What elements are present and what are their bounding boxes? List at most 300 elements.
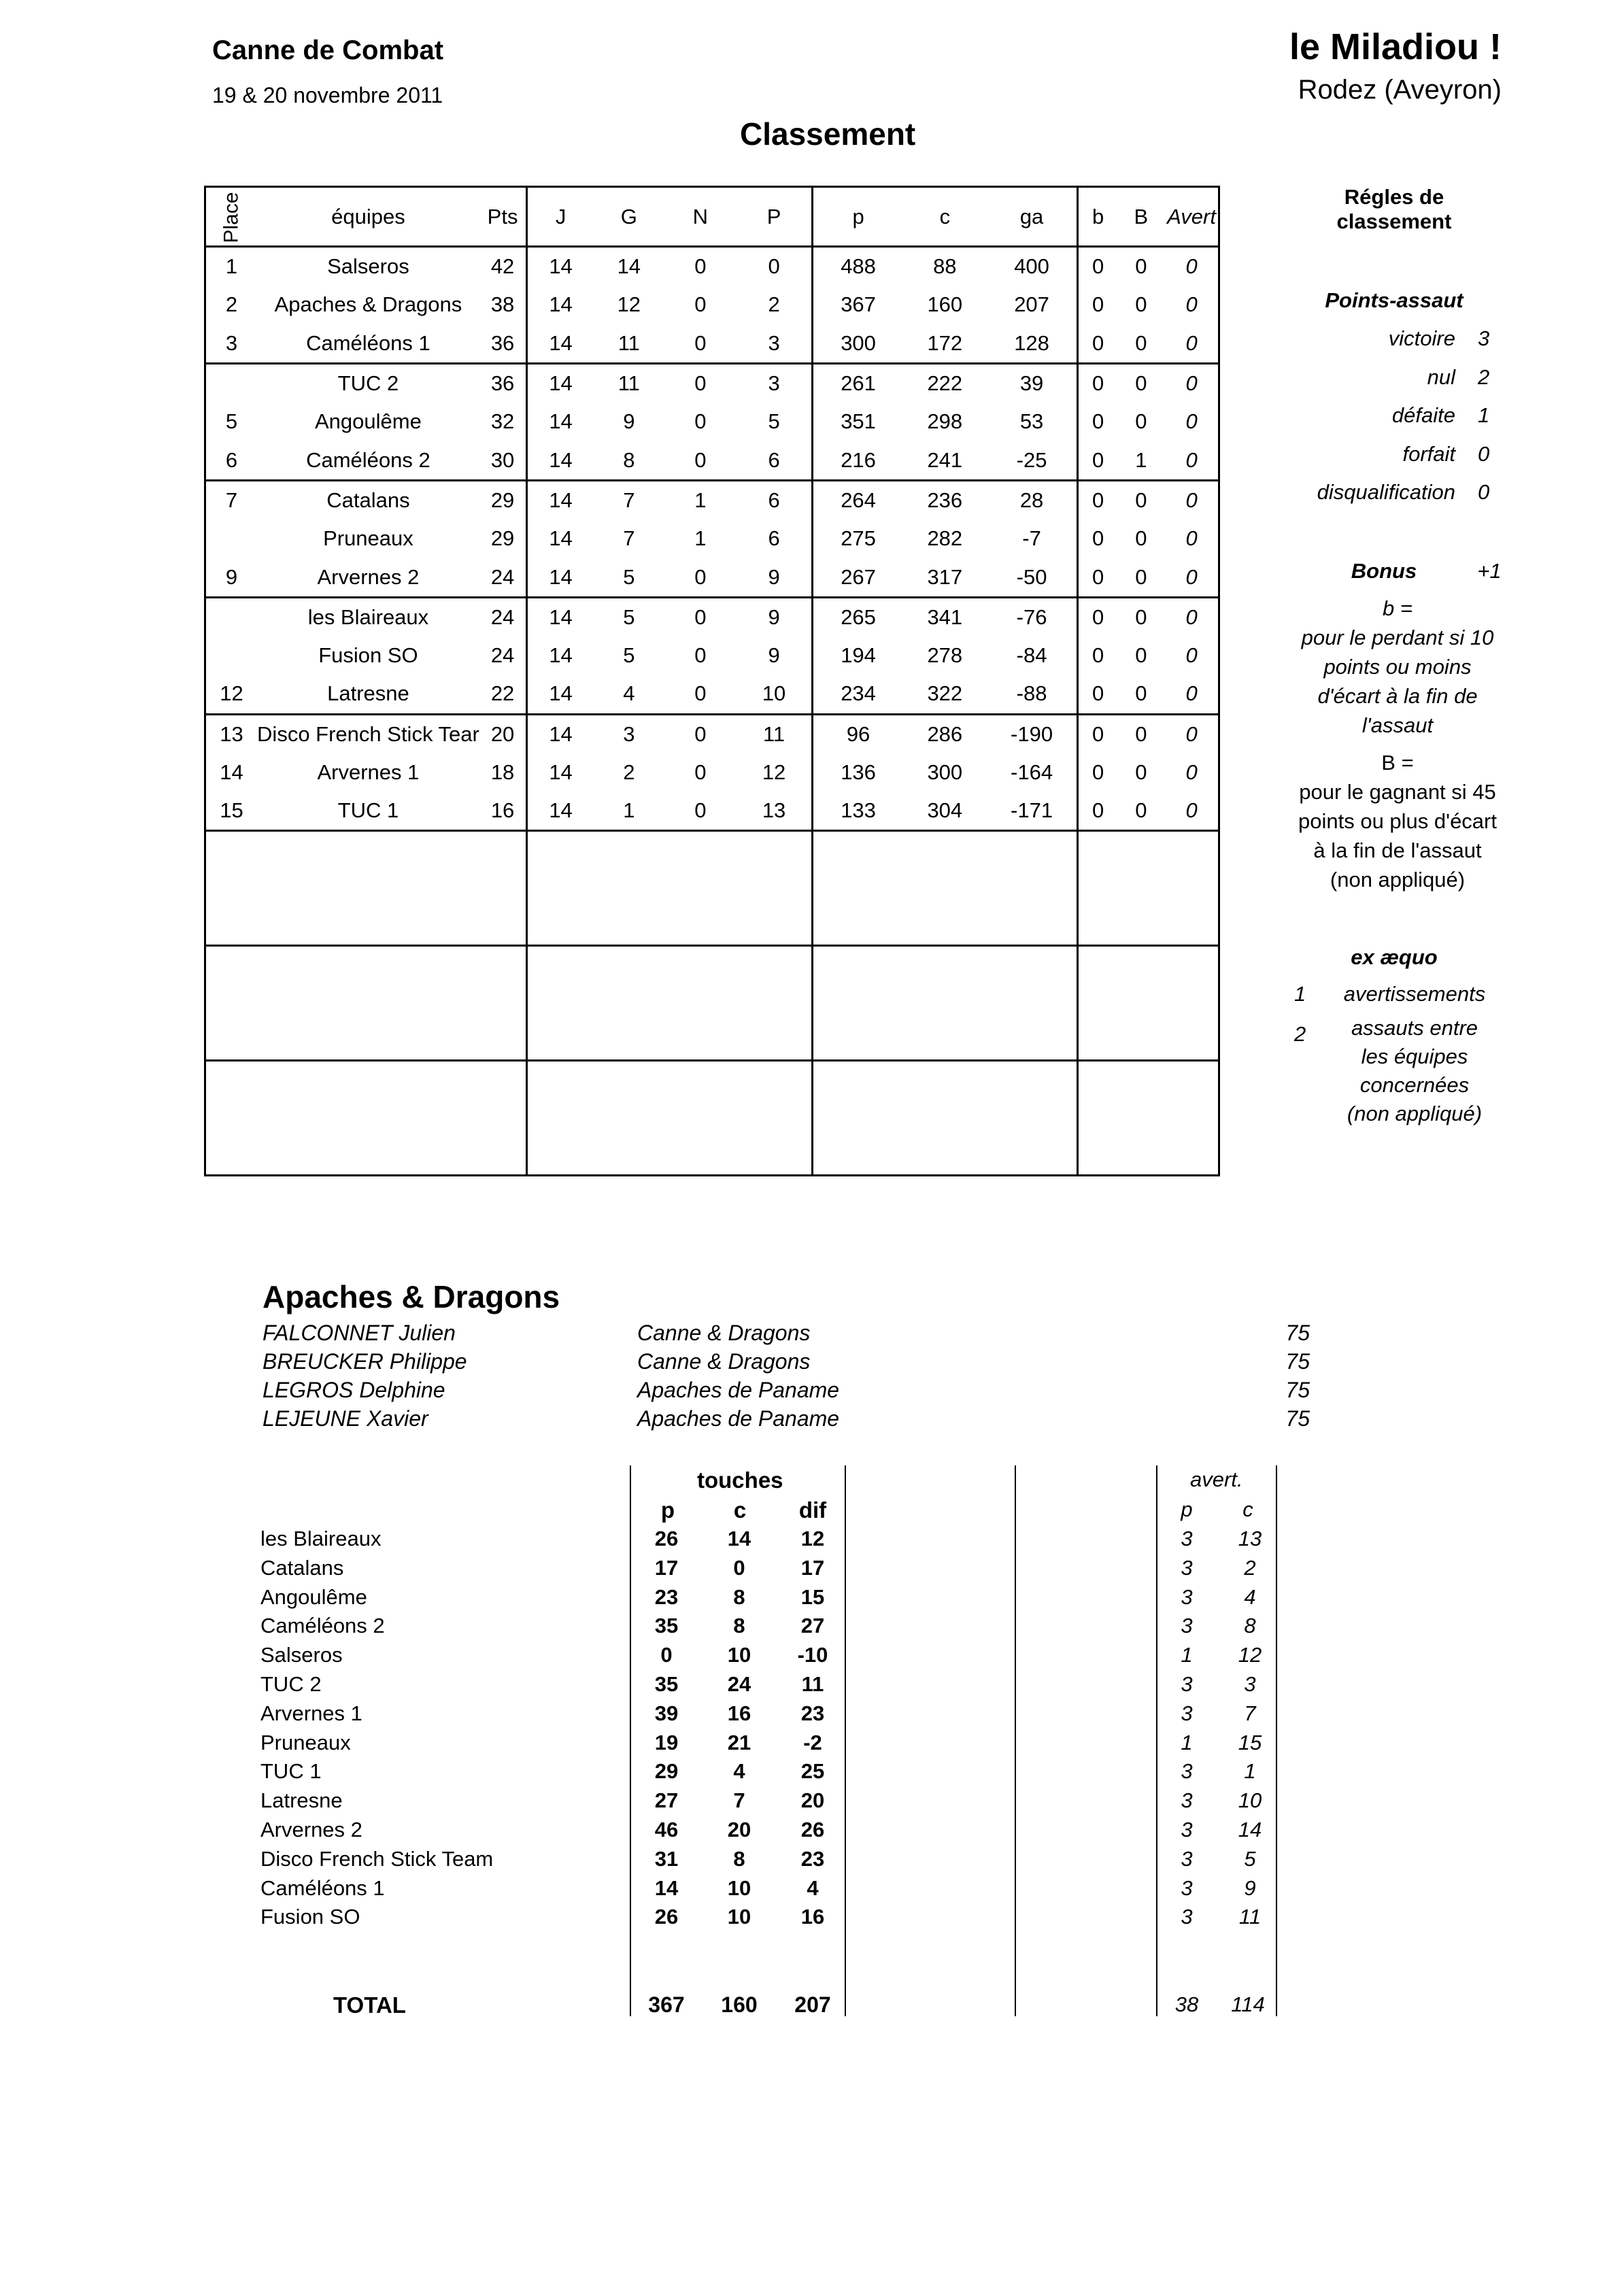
points-value: 1 — [1478, 403, 1490, 427]
ranking-cell-g: 9 — [623, 409, 635, 434]
match-avert-c: 2 — [1244, 1555, 1256, 1580]
ranking-cell-p: 13 — [737, 792, 813, 831]
ranking-cell-n: 0 — [694, 409, 707, 434]
match-p: 26 — [654, 1905, 679, 1929]
ranking-cell-avert: 0 — [1165, 792, 1219, 831]
ranking-cell-n: 0 — [664, 363, 737, 403]
ranking-cell-c: 241 — [927, 447, 963, 472]
ranking-cell-ga: 128 — [987, 324, 1078, 364]
match-dif: 23 — [800, 1846, 825, 1871]
match-dif: 16 — [800, 1905, 825, 1929]
col-header-goal-average: ga — [987, 187, 1078, 247]
ranking-cell-b: 0 — [1078, 753, 1117, 792]
ranking-cell-c: 322 — [927, 681, 963, 706]
ranking-cell-ga: -84 — [987, 636, 1078, 675]
ranking-cell-ga: -190 — [987, 714, 1078, 753]
ranking-cell-g: 5 — [623, 564, 635, 589]
ranking-cell-place: 12 — [205, 675, 258, 714]
event-location: Rodez (Aveyron) — [1298, 75, 1502, 105]
ranking-cell-place: 2 — [205, 286, 258, 324]
ranking-cell-place: 15 — [205, 792, 258, 831]
ranking-row — [205, 324, 1219, 364]
ranking-cell-avert: 0 — [1165, 247, 1219, 286]
match-opponent: Arvernes 1 — [260, 1701, 362, 1725]
exaequo-num-1: 1 — [1294, 982, 1306, 1006]
match-p: 46 — [654, 1818, 679, 1841]
ranking-cell-pp: 136 — [813, 753, 903, 792]
ranking-cell-pp: 194 — [813, 636, 903, 675]
member-score: 75 — [1285, 1349, 1310, 1374]
ranking-cell-c: 278 — [927, 643, 963, 668]
match-opponent: TUC 1 — [260, 1759, 322, 1784]
member-score: 75 — [1285, 1321, 1310, 1345]
ranking-cell-team: Angoulême — [315, 409, 422, 434]
divider — [1156, 1465, 1157, 2016]
ranking-row — [205, 403, 1219, 441]
match-avert-p: 3 — [1181, 1788, 1193, 1813]
ranking-cell-n: 0 — [694, 330, 707, 355]
match-opponent: TUC 2 — [260, 1672, 322, 1696]
match-avert-c: 8 — [1244, 1614, 1256, 1638]
points-label: défaite — [1391, 403, 1455, 427]
col-dif-header: dif — [798, 1497, 827, 1523]
match-c: 24 — [727, 1672, 751, 1696]
ranking-cell-g: 11 — [594, 363, 664, 403]
match-avert-c: 1 — [1244, 1759, 1256, 1784]
match-avert-c: 5 — [1244, 1846, 1256, 1871]
section-title: Classement — [740, 116, 916, 152]
match-avert-p: 3 — [1181, 1818, 1193, 1841]
ranking-cell-b: 0 — [1078, 636, 1117, 675]
match-p: 27 — [654, 1788, 679, 1813]
points-value: 0 — [1478, 480, 1490, 504]
match-c: 14 — [727, 1527, 751, 1550]
ranking-cell-j: 14 — [527, 520, 594, 558]
ranking-cell-avert: 0 — [1165, 480, 1219, 520]
ranking-cell-b: 0 — [1078, 363, 1117, 403]
match-avert-c: 14 — [1238, 1818, 1262, 1841]
match-c: 8 — [733, 1614, 745, 1638]
ranking-cell-ga: 39 — [987, 363, 1078, 403]
ranking-cell-pts: 32 — [479, 403, 527, 441]
ranking-cell-b: 0 — [1135, 526, 1147, 551]
ranking-cell-g: 1 — [594, 792, 664, 831]
ranking-cell-ga: -88 — [987, 675, 1078, 714]
points-label: victoire — [1388, 326, 1455, 350]
match-opponent: Caméléons 2 — [260, 1614, 385, 1638]
ranking-cell-b: 0 — [1135, 292, 1147, 317]
match-avert-c: 10 — [1238, 1788, 1262, 1813]
ranking-cell-avert: 0 — [1165, 597, 1219, 636]
col-c-header: c — [733, 1497, 747, 1523]
ranking-row — [205, 675, 1219, 714]
match-avert-p: 3 — [1181, 1875, 1193, 1900]
col-header-p: P — [737, 187, 813, 247]
ranking-cell-pp: 133 — [813, 792, 903, 831]
match-dif: -2 — [803, 1730, 822, 1754]
divider — [630, 1465, 631, 2016]
ranking-cell-pts: 16 — [479, 792, 527, 831]
ranking-cell-j: 14 — [527, 441, 594, 480]
ranking-cell-pp: 96 — [813, 714, 903, 753]
ranking-cell-c: 317 — [927, 564, 963, 589]
ranking-table — [204, 186, 1220, 1176]
col-header-place: Place — [205, 187, 258, 247]
ranking-cell-c: 172 — [927, 330, 963, 355]
ranking-cell-n: 0 — [694, 447, 707, 472]
ranking-cell-place: 3 — [205, 324, 258, 364]
touches-header: touches — [697, 1467, 783, 1493]
col-header-points-against: c — [903, 187, 987, 247]
ranking-cell-place — [205, 363, 258, 403]
ranking-cell-avert: 0 — [1165, 714, 1219, 753]
col-header-bonus-b: b — [1078, 187, 1117, 247]
ranking-cell-avert: 0 — [1165, 675, 1219, 714]
ranking-cell-ga: -171 — [987, 792, 1078, 831]
ranking-cell-pp: 300 — [813, 324, 903, 364]
match-avert-c: 4 — [1244, 1584, 1256, 1609]
member-club: Canne & Dragons — [637, 1349, 811, 1374]
match-c: 10 — [727, 1643, 751, 1667]
ranking-cell-team: les Blaireaux — [257, 597, 479, 636]
ranking-cell-team: Latresne — [327, 681, 409, 706]
ranking-cell-g: 7 — [594, 480, 664, 520]
ranking-cell-b: 0 — [1135, 643, 1147, 668]
points-label: disqualification — [1317, 480, 1455, 504]
member-name: BREUCKER Philippe — [263, 1349, 467, 1374]
ranking-cell-j: 14 — [527, 753, 594, 792]
ranking-cell-team: Disco French Stick Tear — [257, 714, 479, 753]
ranking-cell-n: 1 — [694, 526, 707, 551]
match-dif: 15 — [800, 1584, 825, 1609]
ranking-cell-j: 14 — [527, 363, 594, 403]
match-avert-p: 3 — [1181, 1672, 1193, 1696]
ranking-row — [205, 480, 1219, 520]
ranking-cell-c: 222 — [903, 363, 987, 403]
ranking-cell-b: 0 — [1078, 675, 1117, 714]
ranking-cell-n: 0 — [694, 643, 707, 668]
ranking-cell-n: 0 — [694, 564, 707, 589]
ranking-cell-b: 0 — [1135, 681, 1147, 706]
ranking-header-row — [205, 187, 1219, 247]
match-p: 35 — [654, 1672, 679, 1696]
ranking-cell-j: 14 — [527, 558, 594, 597]
ranking-cell-c: 160 — [927, 292, 963, 317]
match-opponent: Angoulême — [260, 1584, 367, 1609]
points-assaut-title: Points-assaut — [1325, 288, 1464, 312]
col-header-points-for: p — [813, 187, 903, 247]
ranking-cell-j: 14 — [527, 324, 594, 364]
col-header-n: N — [664, 187, 737, 247]
ranking-cell-p: 9 — [737, 558, 813, 597]
ranking-row — [205, 520, 1219, 558]
empty-row — [205, 831, 1219, 946]
ranking-cell-team: Pruneaux — [323, 526, 413, 551]
ranking-cell-team: Apaches & Dragons — [274, 292, 462, 317]
event-title: Canne de Combat — [212, 35, 444, 65]
total-label: TOTAL — [333, 1992, 406, 2018]
ranking-cell-pts: 22 — [479, 675, 527, 714]
match-c: 21 — [727, 1730, 751, 1754]
ranking-cell-c: 236 — [903, 480, 987, 520]
ranking-cell-b: 0 — [1078, 714, 1117, 753]
match-dif: 20 — [800, 1788, 825, 1813]
match-p: 31 — [654, 1846, 679, 1871]
col-avert-c-header: c — [1242, 1497, 1253, 1521]
ranking-row — [205, 286, 1219, 324]
ranking-cell-pp: 351 — [813, 403, 903, 441]
bonus-b-rule: b = pour le perdant si 10 points ou moins d'écart à la fin de l'assaut — [1301, 596, 1494, 737]
ranking-cell-b: 0 — [1078, 247, 1117, 286]
match-dif: -10 — [797, 1643, 828, 1667]
ranking-cell-p: 6 — [737, 520, 813, 558]
ranking-cell-pp: 267 — [813, 558, 903, 597]
team-title: Apaches & Dragons — [263, 1279, 560, 1314]
ranking-cell-place: 9 — [205, 558, 258, 597]
empty-row — [205, 946, 1219, 1061]
match-avert-p: 3 — [1181, 1527, 1193, 1550]
ranking-cell-c: 300 — [927, 760, 963, 784]
ranking-cell-avert: 0 — [1165, 520, 1219, 558]
match-dif: 17 — [800, 1555, 825, 1580]
ranking-cell-b: 0 — [1078, 403, 1117, 441]
ranking-cell-avert: 0 — [1165, 286, 1219, 324]
col-header-team: équipes — [257, 187, 479, 247]
ranking-cell-c: 282 — [927, 526, 963, 551]
points-value: 2 — [1478, 364, 1490, 389]
ranking-cell-ga: 28 — [987, 480, 1078, 520]
points-label: forfait — [1402, 441, 1455, 466]
ranking-cell-place: 13 — [205, 714, 258, 753]
ranking-cell-b: 0 — [1078, 597, 1117, 636]
ranking-cell-p: 3 — [737, 363, 813, 403]
ranking-cell-pp: 234 — [813, 675, 903, 714]
ranking-cell-j: 14 — [527, 247, 594, 286]
ranking-cell-team: Caméléons 2 — [306, 447, 430, 472]
ranking-cell-avert: 0 — [1165, 558, 1219, 597]
col-header-avert: Avert — [1165, 187, 1219, 247]
match-avert-p: 3 — [1181, 1759, 1193, 1784]
match-opponent: les Blaireaux — [260, 1527, 382, 1550]
ranking-cell-ga: -25 — [987, 441, 1078, 480]
ranking-cell-team: TUC 1 — [257, 792, 479, 831]
ranking-cell-ga: -50 — [987, 558, 1078, 597]
ranking-cell-g: 2 — [623, 760, 635, 784]
ranking-cell-avert: 0 — [1165, 636, 1219, 675]
member-score: 75 — [1285, 1378, 1310, 1402]
ranking-cell-n: 0 — [694, 760, 707, 784]
bonus-B-rule: B = pour le gagnant si 45 points ou plus d'écart à la fin de l'assaut (non appliqué) — [1298, 751, 1497, 891]
member-score: 75 — [1285, 1406, 1310, 1431]
ranking-cell-n: 0 — [664, 714, 737, 753]
ranking-cell-b: 0 — [1117, 480, 1165, 520]
ranking-cell-p: 0 — [737, 247, 813, 286]
match-dif: 23 — [800, 1701, 825, 1725]
ranking-cell-g: 3 — [594, 714, 664, 753]
ranking-cell-team: Salseros — [327, 254, 409, 279]
match-p: 0 — [660, 1643, 673, 1667]
ranking-cell-c: 286 — [903, 714, 987, 753]
ranking-cell-j: 14 — [527, 403, 594, 441]
event-dates: 19 & 20 novembre 2011 — [212, 83, 443, 107]
ranking-row — [205, 558, 1219, 597]
match-dif: 27 — [800, 1614, 825, 1638]
ranking-cell-b: 0 — [1135, 564, 1147, 589]
ranking-cell-b: 0 — [1117, 363, 1165, 403]
ranking-cell-place: 1 — [205, 247, 258, 286]
match-p: 29 — [654, 1759, 679, 1784]
ranking-cell-b: 0 — [1078, 792, 1117, 831]
ranking-cell-avert: 0 — [1165, 403, 1219, 441]
match-avert-p: 3 — [1181, 1614, 1193, 1638]
ranking-cell-team: Catalans — [257, 480, 479, 520]
match-avert-p: 3 — [1181, 1905, 1193, 1929]
member-name: LEJEUNE Xavier — [263, 1406, 428, 1431]
match-p: 39 — [654, 1701, 679, 1725]
ranking-cell-p: 12 — [737, 753, 813, 792]
match-c: 7 — [733, 1788, 745, 1813]
ranking-cell-n: 0 — [694, 254, 707, 279]
ranking-cell-pts: 29 — [479, 480, 527, 520]
ranking-cell-g: 5 — [594, 597, 664, 636]
ranking-cell-b: 0 — [1078, 558, 1117, 597]
ranking-cell-n: 0 — [664, 792, 737, 831]
exaequo-rule-1: avertissements — [1343, 982, 1486, 1006]
match-opponent: Salseros — [260, 1643, 343, 1667]
match-opponent: Catalans — [260, 1555, 344, 1580]
ranking-cell-b: 0 — [1078, 286, 1117, 324]
col-header-bonus-B: B — [1117, 187, 1165, 247]
ranking-cell-c: 304 — [903, 792, 987, 831]
ranking-cell-j: 14 — [527, 286, 594, 324]
exaequo-num-2: 2 — [1294, 1022, 1306, 1046]
match-c: 10 — [727, 1875, 751, 1900]
ranking-row — [205, 636, 1219, 675]
ranking-cell-b: 0 — [1078, 520, 1117, 558]
ranking-cell-g: 12 — [617, 292, 641, 317]
ranking-cell-p: 3 — [737, 324, 813, 364]
match-opponent: Caméléons 1 — [260, 1875, 385, 1900]
ranking-cell-g: 8 — [623, 447, 635, 472]
ranking-cell-ga: -164 — [987, 753, 1078, 792]
total-dif: 207 — [794, 1992, 831, 2017]
ranking-cell-pp: 216 — [813, 441, 903, 480]
ranking-cell-pts: 38 — [479, 286, 527, 324]
bonus-title: Bonus — [1351, 559, 1417, 583]
total-c: 160 — [721, 1992, 758, 2017]
col-header-pts: Pts — [479, 187, 527, 247]
col-header-j: J — [527, 187, 594, 247]
ranking-row — [205, 714, 1219, 753]
ranking-cell-pts: 24 — [479, 636, 527, 675]
ranking-cell-c: 341 — [903, 597, 987, 636]
ranking-cell-j: 14 — [527, 636, 594, 675]
divider — [1276, 1465, 1277, 2016]
ranking-cell-p: 2 — [737, 286, 813, 324]
ranking-row — [205, 792, 1219, 831]
ranking-cell-p: 11 — [737, 714, 813, 753]
avert-header: avert. — [1190, 1467, 1243, 1491]
ranking-cell-b: 0 — [1078, 441, 1117, 480]
ranking-cell-team: Arvernes 2 — [317, 564, 420, 589]
ranking-cell-j: 14 — [527, 675, 594, 714]
match-c: 0 — [733, 1555, 745, 1580]
ranking-cell-b: 1 — [1135, 447, 1147, 472]
ranking-cell-pp: 261 — [813, 363, 903, 403]
ranking-cell-pp: 488 — [813, 247, 903, 286]
match-p: 17 — [654, 1555, 679, 1580]
ranking-cell-pts: 42 — [479, 247, 527, 286]
ranking-cell-team: Caméléons 1 — [306, 330, 430, 355]
ranking-cell-b: 0 — [1117, 597, 1165, 636]
match-avert-c: 13 — [1238, 1527, 1262, 1550]
points-label: nul — [1427, 364, 1455, 389]
match-c: 8 — [733, 1584, 745, 1609]
match-p: 19 — [654, 1730, 679, 1754]
match-avert-p: 3 — [1181, 1846, 1193, 1871]
exaequo-title: ex æquo — [1351, 945, 1438, 969]
rules-title: Régles de classement — [1336, 185, 1452, 233]
ranking-cell-n: 1 — [664, 480, 737, 520]
match-avert-p: 3 — [1181, 1555, 1193, 1580]
match-opponent: Disco French Stick Team — [260, 1846, 494, 1871]
member-name: FALCONNET Julien — [263, 1321, 456, 1345]
ranking-cell-place — [205, 520, 258, 558]
ranking-cell-avert: 0 — [1165, 363, 1219, 403]
match-opponent: Latresne — [260, 1788, 343, 1813]
match-dif: 4 — [807, 1875, 819, 1900]
ranking-cell-place: 5 — [205, 403, 258, 441]
ranking-cell-n: 0 — [664, 597, 737, 636]
ranking-cell-pts: 20 — [479, 714, 527, 753]
ranking-cell-place: 7 — [205, 480, 258, 520]
member-club: Canne & Dragons — [637, 1321, 811, 1345]
col-avert-p-header: p — [1181, 1497, 1193, 1521]
ranking-cell-team: Arvernes 1 — [317, 760, 420, 784]
match-opponent: Fusion SO — [260, 1905, 360, 1929]
ranking-cell-c: 88 — [933, 254, 957, 279]
match-dif: 25 — [800, 1759, 825, 1784]
ranking-cell-place — [205, 636, 258, 675]
ranking-cell-b: 0 — [1135, 760, 1147, 784]
match-avert-c: 7 — [1244, 1701, 1256, 1725]
ranking-cell-g: 4 — [623, 681, 635, 706]
ranking-cell-pp: 275 — [813, 520, 903, 558]
ranking-cell-pp: 367 — [813, 286, 903, 324]
ranking-cell-n: 0 — [694, 292, 707, 317]
match-c: 20 — [727, 1818, 751, 1841]
match-c: 10 — [727, 1905, 751, 1929]
divider — [845, 1465, 846, 2016]
match-avert-c: 9 — [1244, 1875, 1256, 1900]
ranking-cell-p: 9 — [737, 597, 813, 636]
ranking-cell-ga: 53 — [987, 403, 1078, 441]
ranking-cell-c: 298 — [927, 409, 963, 434]
member-club: Apaches de Paname — [637, 1406, 840, 1431]
ranking-row — [205, 247, 1219, 286]
ranking-cell-pp: 264 — [813, 480, 903, 520]
ranking-cell-place: 6 — [205, 441, 258, 480]
ranking-cell-team: Fusion SO — [318, 643, 418, 668]
ranking-cell-g: 11 — [618, 330, 640, 355]
ranking-cell-b: 0 — [1117, 792, 1165, 831]
ranking-cell-p: 10 — [737, 675, 813, 714]
ranking-cell-j: 14 — [527, 597, 594, 636]
ranking-cell-p: 5 — [737, 403, 813, 441]
ranking-cell-ga: -76 — [987, 597, 1078, 636]
ranking-cell-p: 6 — [737, 480, 813, 520]
col-header-g: G — [594, 187, 664, 247]
